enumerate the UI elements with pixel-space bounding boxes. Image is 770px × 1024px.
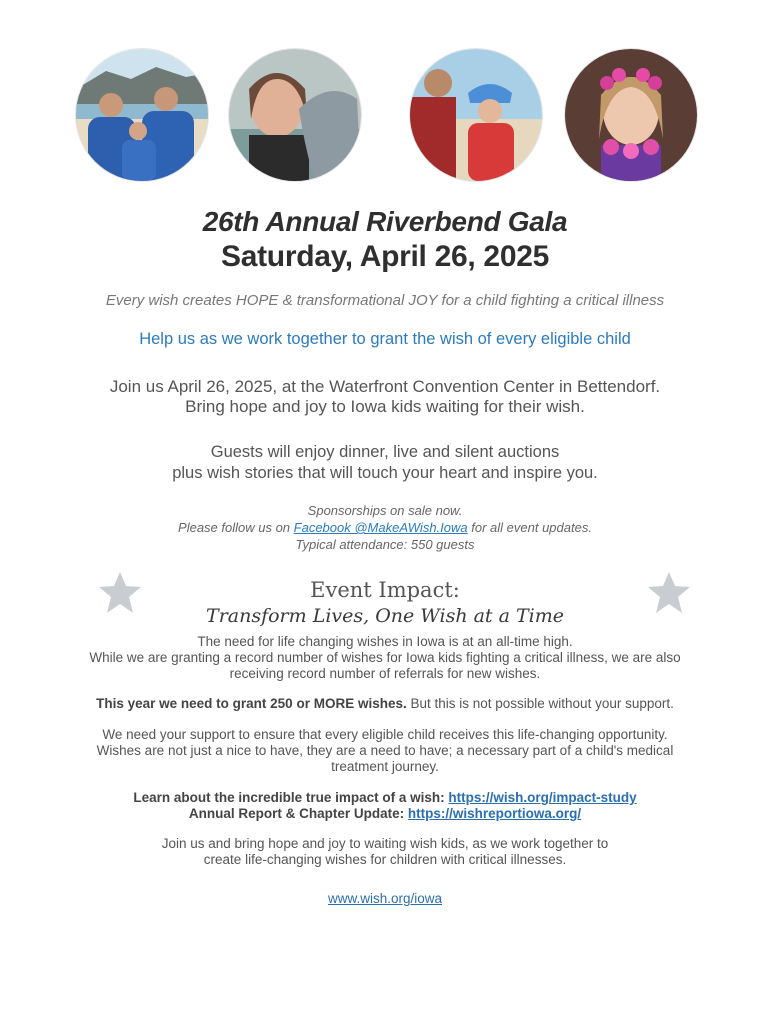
sponsorships-text: Sponsorships on sale now. [307,503,463,518]
help-statement: Help us as we work together to grant the wish of every eligible child [139,330,631,348]
closing-line-1: Join us and bring hope and joy to waiting wish kids, as we work together to [161,836,609,851]
impact-study-line [0,790,770,806]
gala-date: Saturday, April 26, 2025 [221,240,549,273]
event-location-text [0,377,770,417]
need-paragraph [0,634,770,682]
join-line-1: Join us April 26, 2025, at the Waterfront Convention Center in Bettendorf. [109,377,661,396]
annual-report-label: Annual Report & Chapter Update: [188,806,408,821]
child-with-parent-photo-icon [409,48,543,182]
support-line-2: Wishes are not just a nice to have, they are a need to have; a necessary part of a child's medical [96,743,674,758]
guests-line-1: Guests will enjoy dinner, live and silent auctions [210,443,560,461]
grant-goal-bold: This year we need to grant 250 or MORE wishes. [96,696,407,711]
closing-line-2: create life-changing wishes for children with critical illnesses. [203,852,567,867]
support-paragraph [0,727,770,775]
girl-with-lei-photo-icon [564,48,698,182]
need-line-3: receiving record number of referrals for new wishes. [229,666,541,681]
follow-prefix: Please follow us on [178,520,294,535]
website-link[interactable]: www.wish.org/iowa [327,891,443,906]
family-beach-photo-icon [75,48,209,182]
support-line-3: treatment journey. [331,759,439,774]
resources [0,790,770,822]
impact-heading: Event Impact: [310,578,460,602]
sponsorship-info [0,502,770,553]
support-line-1: We need your support to ensure that every eligible child receives this life-changing opportunity. [102,727,668,742]
gala-title: 26th Annual Riverbend Gala [202,206,568,237]
grant-goal-rest: But this is not possible without your support. [406,696,674,711]
follow-suffix: for all event updates. [467,520,592,535]
closing-paragraph [0,836,770,868]
annual-report-line [0,806,770,822]
grant-goal [0,696,770,711]
tagline: Every wish creates HOPE & transformational JOY for a child fighting a critical illness [105,292,665,309]
facebook-link[interactable]: Facebook @MakeAWish.Iowa [293,520,468,535]
guests-line-2: plus wish stories that will touch your heart and inspire you. [172,464,598,482]
attendance-text: Typical attendance: 550 guests [295,537,475,552]
need-line-1: The need for life changing wishes in Iowa is at an all-time high. [197,634,573,649]
impact-subheading: Transform Lives, One Wish at a Time [206,605,564,627]
impact-study-label: Learn about the incredible true impact of a wish: [133,790,449,805]
website [0,891,770,906]
join-line-2: Bring hope and joy to Iowa kids waiting for their wish. [185,397,585,416]
guests-text [0,442,770,484]
girl-with-dolphin-photo-icon [228,48,362,182]
annual-report-link[interactable]: https://wishreportiowa.org/ [407,806,582,821]
photo-row [0,48,770,182]
follow-text [0,519,770,536]
impact-study-link[interactable]: https://wish.org/impact-study [448,790,637,805]
need-line-2: While we are granting a record number of wishes for Iowa kids fighting a critical illness, we are also [89,650,681,665]
